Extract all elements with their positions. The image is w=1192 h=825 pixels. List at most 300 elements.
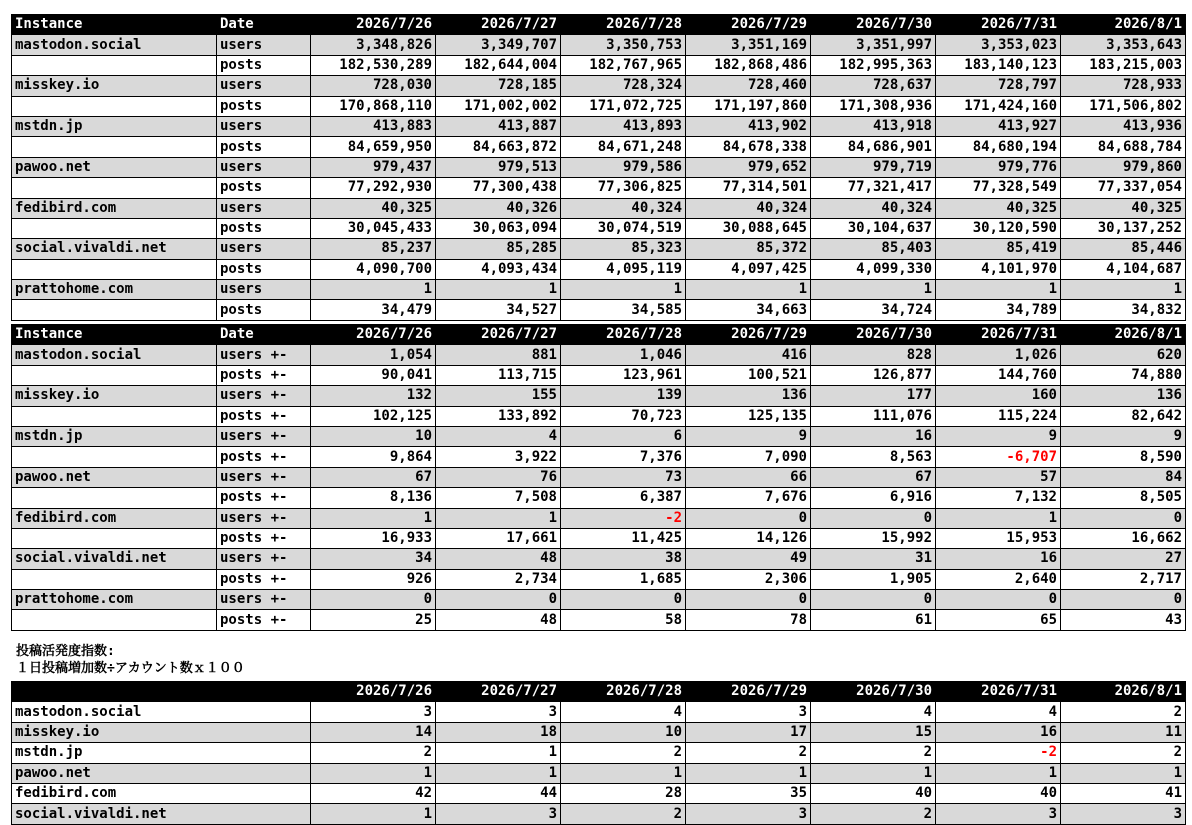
value-cell: 77,300,438 (436, 178, 561, 198)
metric-label: users +- (217, 345, 311, 365)
value-cell: 3 (686, 804, 811, 824)
table-row (12, 198, 1186, 218)
value-cell: 144,760 (936, 365, 1061, 385)
value-cell: 34,832 (1061, 300, 1186, 320)
table-row (12, 702, 1186, 722)
instance-name: mstdn.jp (12, 743, 311, 763)
value-cell: 136 (1061, 386, 1186, 406)
value-cell: 413,902 (686, 116, 811, 136)
value-cell: 3 (436, 702, 561, 722)
instance-name: pawoo.net (12, 157, 217, 177)
table-row (12, 35, 1186, 55)
value-cell: 1 (1061, 280, 1186, 300)
value-cell: 15,992 (811, 528, 936, 548)
value-cell: 30,088,645 (686, 218, 811, 238)
value-cell: 16 (811, 426, 936, 446)
value-cell: 4,090,700 (311, 259, 436, 279)
value-cell: 4,095,119 (561, 259, 686, 279)
value-cell: 1,026 (936, 345, 1061, 365)
value-cell: 6,387 (561, 488, 686, 508)
value-cell: 111,076 (811, 406, 936, 426)
value-cell: 1 (311, 508, 436, 528)
table-row (12, 783, 1186, 803)
value-cell: 728,797 (936, 76, 1061, 96)
header-date-col: 2026/7/31 (936, 325, 1061, 345)
header-instance: Instance (12, 15, 217, 35)
value-cell: 85,446 (1061, 239, 1186, 259)
value-cell: 34,479 (311, 300, 436, 320)
header-date-col: 2026/7/31 (936, 15, 1061, 35)
value-cell: 728,460 (686, 76, 811, 96)
metric-label: users +- (217, 386, 311, 406)
value-cell: 4 (436, 426, 561, 446)
value-cell: 979,586 (561, 157, 686, 177)
instance-name: mastodon.social (12, 702, 311, 722)
activity-index-formula: １日投稿増加数÷アカウント数ｘ１００ (16, 661, 245, 676)
value-cell: 43 (1061, 610, 1186, 630)
value-cell: 40,324 (561, 198, 686, 218)
value-cell: 9,864 (311, 447, 436, 467)
value-cell: 1 (811, 763, 936, 783)
value-cell: 7,508 (436, 488, 561, 508)
value-cell: 85,323 (561, 239, 686, 259)
value-cell: 2 (561, 804, 686, 824)
table-row (12, 259, 1186, 279)
value-cell: 34,527 (436, 300, 561, 320)
instance-name (12, 406, 217, 426)
value-cell: 77,314,501 (686, 178, 811, 198)
value-cell: 979,860 (1061, 157, 1186, 177)
value-cell: 16 (936, 549, 1061, 569)
value-cell: 0 (1061, 508, 1186, 528)
table-row (12, 610, 1186, 630)
value-cell: 1 (436, 280, 561, 300)
value-cell: 979,513 (436, 157, 561, 177)
instance-name (12, 96, 217, 116)
value-cell: 1,046 (561, 345, 686, 365)
metric-label: posts (217, 218, 311, 238)
value-cell: 30,137,252 (1061, 218, 1186, 238)
value-cell: 3,351,169 (686, 35, 811, 55)
value-cell: 620 (1061, 345, 1186, 365)
value-cell: 182,868,486 (686, 55, 811, 75)
value-cell: 17 (686, 722, 811, 742)
value-cell: 34,663 (686, 300, 811, 320)
header-date: Date (217, 325, 311, 345)
value-cell: 9 (1061, 426, 1186, 446)
table-row (12, 178, 1186, 198)
value-cell: 30,074,519 (561, 218, 686, 238)
value-cell: 1 (436, 508, 561, 528)
value-cell: 139 (561, 386, 686, 406)
value-cell: 6,916 (811, 488, 936, 508)
value-cell: 74,880 (1061, 365, 1186, 385)
instance-name (12, 528, 217, 548)
metric-label: posts +- (217, 365, 311, 385)
instance-name (12, 137, 217, 157)
value-cell: 0 (811, 590, 936, 610)
value-cell: 35 (686, 783, 811, 803)
value-cell: 123,961 (561, 365, 686, 385)
instance-name: social.vivaldi.net (12, 804, 311, 824)
value-cell: 1,905 (811, 569, 936, 589)
value-cell: 0 (686, 508, 811, 528)
value-cell: 1,054 (311, 345, 436, 365)
value-cell: 3 (436, 804, 561, 824)
value-cell: 30,104,637 (811, 218, 936, 238)
value-cell: 16 (936, 722, 1061, 742)
value-cell: 979,719 (811, 157, 936, 177)
activity-index-title: 投稿活発度指数: (16, 644, 115, 659)
value-cell: 84,680,194 (936, 137, 1061, 157)
value-cell: 40,325 (1061, 198, 1186, 218)
value-cell: 0 (1061, 590, 1186, 610)
value-cell: 30,063,094 (436, 218, 561, 238)
metric-label: posts (217, 55, 311, 75)
instance-name: misskey.io (12, 76, 217, 96)
value-cell: 413,893 (561, 116, 686, 136)
metric-label: users +- (217, 549, 311, 569)
value-cell: 416 (686, 345, 811, 365)
header-date-col: 2026/7/27 (436, 325, 561, 345)
table-row (12, 722, 1186, 742)
value-cell: 4,099,330 (811, 259, 936, 279)
value-cell: 2,640 (936, 569, 1061, 589)
value-cell: 171,424,160 (936, 96, 1061, 116)
value-cell: 3,353,643 (1061, 35, 1186, 55)
value-cell: 133,892 (436, 406, 561, 426)
header-date-col: 2026/7/29 (686, 325, 811, 345)
table-row (12, 137, 1186, 157)
value-cell: 115,224 (936, 406, 1061, 426)
value-cell: 113,715 (436, 365, 561, 385)
value-cell: 70,723 (561, 406, 686, 426)
value-cell: 42 (311, 783, 436, 803)
value-cell: 4 (936, 702, 1061, 722)
metric-label: users (217, 35, 311, 55)
table-row (12, 549, 1186, 569)
value-cell: 4,101,970 (936, 259, 1061, 279)
metric-label: users (217, 198, 311, 218)
instance-name (12, 569, 217, 589)
value-cell: 413,883 (311, 116, 436, 136)
metric-label: users +- (217, 467, 311, 487)
value-cell: 10 (311, 426, 436, 446)
value-cell: 4 (561, 702, 686, 722)
value-cell: 34 (311, 549, 436, 569)
instance-name (12, 178, 217, 198)
value-cell: 126,877 (811, 365, 936, 385)
value-cell: 73 (561, 467, 686, 487)
value-cell: 2,306 (686, 569, 811, 589)
value-cell: 183,215,003 (1061, 55, 1186, 75)
table-row (12, 76, 1186, 96)
value-cell: 1 (311, 804, 436, 824)
value-cell: 90,041 (311, 365, 436, 385)
value-cell: 85,237 (311, 239, 436, 259)
value-cell: 413,927 (936, 116, 1061, 136)
value-cell: 979,437 (311, 157, 436, 177)
value-cell: 28 (561, 783, 686, 803)
value-cell: 41 (1061, 783, 1186, 803)
value-cell: 828 (811, 345, 936, 365)
metric-label: users (217, 239, 311, 259)
metric-label: users (217, 280, 311, 300)
value-cell: 48 (436, 610, 561, 630)
value-cell: 78 (686, 610, 811, 630)
header-date-col: 2026/7/31 (936, 682, 1061, 702)
value-cell: 3,350,753 (561, 35, 686, 55)
value-cell: 171,308,936 (811, 96, 936, 116)
value-cell: 16,662 (1061, 528, 1186, 548)
table-row (12, 447, 1186, 467)
value-cell: 413,918 (811, 116, 936, 136)
value-cell: 16,933 (311, 528, 436, 548)
value-cell: 40 (936, 783, 1061, 803)
value-cell: 40,325 (311, 198, 436, 218)
value-cell: 40 (811, 783, 936, 803)
value-cell: 84,688,784 (1061, 137, 1186, 157)
instance-name (12, 488, 217, 508)
header-date-col: 2026/8/1 (1061, 325, 1186, 345)
value-cell: 0 (686, 590, 811, 610)
instance-name: fedibird.com (12, 508, 217, 528)
instance-name (12, 365, 217, 385)
value-cell: 15 (811, 722, 936, 742)
value-cell: 926 (311, 569, 436, 589)
value-cell: 728,933 (1061, 76, 1186, 96)
value-cell: 2 (561, 743, 686, 763)
value-cell: 3 (936, 804, 1061, 824)
value-cell: 136 (686, 386, 811, 406)
value-cell: 3 (1061, 804, 1186, 824)
table-row (12, 365, 1186, 385)
instance-name (12, 447, 217, 467)
table-row (12, 743, 1186, 763)
value-cell: 8,505 (1061, 488, 1186, 508)
value-cell: 1 (936, 280, 1061, 300)
table-row (12, 406, 1186, 426)
metric-label: posts (217, 259, 311, 279)
metric-label: users (217, 157, 311, 177)
header-date-col: 2026/7/27 (436, 15, 561, 35)
value-cell: 40,324 (811, 198, 936, 218)
value-cell: 1 (1061, 763, 1186, 783)
table-row (12, 96, 1186, 116)
table-row (12, 590, 1186, 610)
value-cell: 881 (436, 345, 561, 365)
value-cell: 7,676 (686, 488, 811, 508)
value-cell: 1 (436, 743, 561, 763)
header-date-col: 2026/7/26 (311, 15, 436, 35)
value-cell: 171,002,002 (436, 96, 561, 116)
table-row (12, 386, 1186, 406)
header-instance: Instance (12, 325, 217, 345)
value-cell: 84,659,950 (311, 137, 436, 157)
value-cell: 76 (436, 467, 561, 487)
value-cell: 49 (686, 549, 811, 569)
header-date-col: 2026/8/1 (1061, 682, 1186, 702)
instance-name: fedibird.com (12, 198, 217, 218)
value-cell: 10 (561, 722, 686, 742)
metric-label: posts +- (217, 447, 311, 467)
value-cell: 2 (811, 804, 936, 824)
value-cell: 7,376 (561, 447, 686, 467)
value-cell: 0 (311, 590, 436, 610)
metric-label: users +- (217, 508, 311, 528)
value-cell: 1 (686, 763, 811, 783)
value-cell: 84 (1061, 467, 1186, 487)
table-row (12, 116, 1186, 136)
table-row (12, 55, 1186, 75)
value-cell: 132 (311, 386, 436, 406)
value-cell: 15,953 (936, 528, 1061, 548)
table-row (12, 218, 1186, 238)
instance-name: social.vivaldi.net (12, 239, 217, 259)
header-date-col: 2026/7/28 (561, 682, 686, 702)
metric-label: posts +- (217, 488, 311, 508)
header-date-col: 2026/7/30 (811, 325, 936, 345)
value-cell: 57 (936, 467, 1061, 487)
instance-name: misskey.io (12, 386, 217, 406)
metric-label: users +- (217, 590, 311, 610)
instance-name (12, 55, 217, 75)
value-cell: 84,663,872 (436, 137, 561, 157)
value-cell: 30,045,433 (311, 218, 436, 238)
value-cell: 77,337,054 (1061, 178, 1186, 198)
value-cell: 11,425 (561, 528, 686, 548)
value-cell: 58 (561, 610, 686, 630)
value-cell: 413,936 (1061, 116, 1186, 136)
instance-name: mastodon.social (12, 345, 217, 365)
value-cell: 84,671,248 (561, 137, 686, 157)
value-cell: 30,120,590 (936, 218, 1061, 238)
value-cell: 728,324 (561, 76, 686, 96)
value-cell: 2,717 (1061, 569, 1186, 589)
value-cell: 1 (686, 280, 811, 300)
header-date-col: 2026/7/27 (436, 682, 561, 702)
instance-name: prattohome.com (12, 280, 217, 300)
value-cell: 979,652 (686, 157, 811, 177)
table-header-row (12, 682, 1186, 702)
value-cell: 1 (811, 280, 936, 300)
table-row (12, 157, 1186, 177)
table-row (12, 467, 1186, 487)
value-cell: 66 (686, 467, 811, 487)
value-cell: 77,306,825 (561, 178, 686, 198)
value-cell: 11 (1061, 722, 1186, 742)
value-cell: 1 (936, 508, 1061, 528)
value-cell: 100,521 (686, 365, 811, 385)
value-cell: 171,072,725 (561, 96, 686, 116)
value-cell: 18 (436, 722, 561, 742)
value-cell: 1 (561, 280, 686, 300)
table-row (12, 345, 1186, 365)
table-row (12, 508, 1186, 528)
value-cell: 4,097,425 (686, 259, 811, 279)
value-cell: 3,349,707 (436, 35, 561, 55)
value-cell: 34,789 (936, 300, 1061, 320)
value-cell: 85,419 (936, 239, 1061, 259)
value-cell: 0 (811, 508, 936, 528)
metric-label: users (217, 76, 311, 96)
metric-label: posts +- (217, 569, 311, 589)
instance-name: fedibird.com (12, 783, 311, 803)
instance-name: mstdn.jp (12, 426, 217, 446)
value-cell: 4,104,687 (1061, 259, 1186, 279)
value-cell: 3,353,023 (936, 35, 1061, 55)
value-cell: 171,197,860 (686, 96, 811, 116)
instance-name (12, 259, 217, 279)
value-cell: 8,563 (811, 447, 936, 467)
instance-totals-table (11, 14, 1186, 321)
activity-index-table (11, 681, 1186, 825)
value-cell: 84,678,338 (686, 137, 811, 157)
value-cell: 2,734 (436, 569, 561, 589)
table-row (12, 280, 1186, 300)
value-cell: 3 (311, 702, 436, 722)
header-date-col: 2026/7/30 (811, 15, 936, 35)
value-cell: 17,661 (436, 528, 561, 548)
value-cell: 1 (311, 763, 436, 783)
instance-name: mastodon.social (12, 35, 217, 55)
value-cell: 0 (561, 590, 686, 610)
value-cell: 170,868,110 (311, 96, 436, 116)
table-row (12, 804, 1186, 824)
metric-label: posts (217, 300, 311, 320)
value-cell: 84,686,901 (811, 137, 936, 157)
table-row (12, 300, 1186, 320)
value-cell: 85,285 (436, 239, 561, 259)
metric-label: posts +- (217, 528, 311, 548)
value-cell: 14 (311, 722, 436, 742)
header-date-col: 2026/7/26 (311, 325, 436, 345)
header-date-col: 2026/7/28 (561, 15, 686, 35)
header-date-col: 2026/7/26 (311, 682, 436, 702)
value-cell: 40,326 (436, 198, 561, 218)
value-cell: 728,030 (311, 76, 436, 96)
value-cell: 413,887 (436, 116, 561, 136)
value-cell: 40,324 (686, 198, 811, 218)
value-cell: 177 (811, 386, 936, 406)
value-cell: 67 (811, 467, 936, 487)
metric-label: users +- (217, 426, 311, 446)
value-cell: 160 (936, 386, 1061, 406)
value-cell: 6 (561, 426, 686, 446)
instance-delta-table (11, 324, 1186, 631)
value-cell: 40,325 (936, 198, 1061, 218)
value-cell: 182,530,289 (311, 55, 436, 75)
value-cell: 25 (311, 610, 436, 630)
value-cell: 61 (811, 610, 936, 630)
value-cell: 979,776 (936, 157, 1061, 177)
value-cell: 31 (811, 549, 936, 569)
value-cell: 38 (561, 549, 686, 569)
metric-label: posts (217, 137, 311, 157)
value-cell: 77,321,417 (811, 178, 936, 198)
instance-name: pawoo.net (12, 763, 311, 783)
metric-label: posts +- (217, 406, 311, 426)
instance-name: misskey.io (12, 722, 311, 742)
value-cell: 182,767,965 (561, 55, 686, 75)
value-cell: 44 (436, 783, 561, 803)
instance-name: pawoo.net (12, 467, 217, 487)
instance-name (12, 300, 217, 320)
value-cell: -2 (936, 743, 1061, 763)
value-cell: 182,644,004 (436, 55, 561, 75)
value-cell: 125,135 (686, 406, 811, 426)
instance-name: mstdn.jp (12, 116, 217, 136)
